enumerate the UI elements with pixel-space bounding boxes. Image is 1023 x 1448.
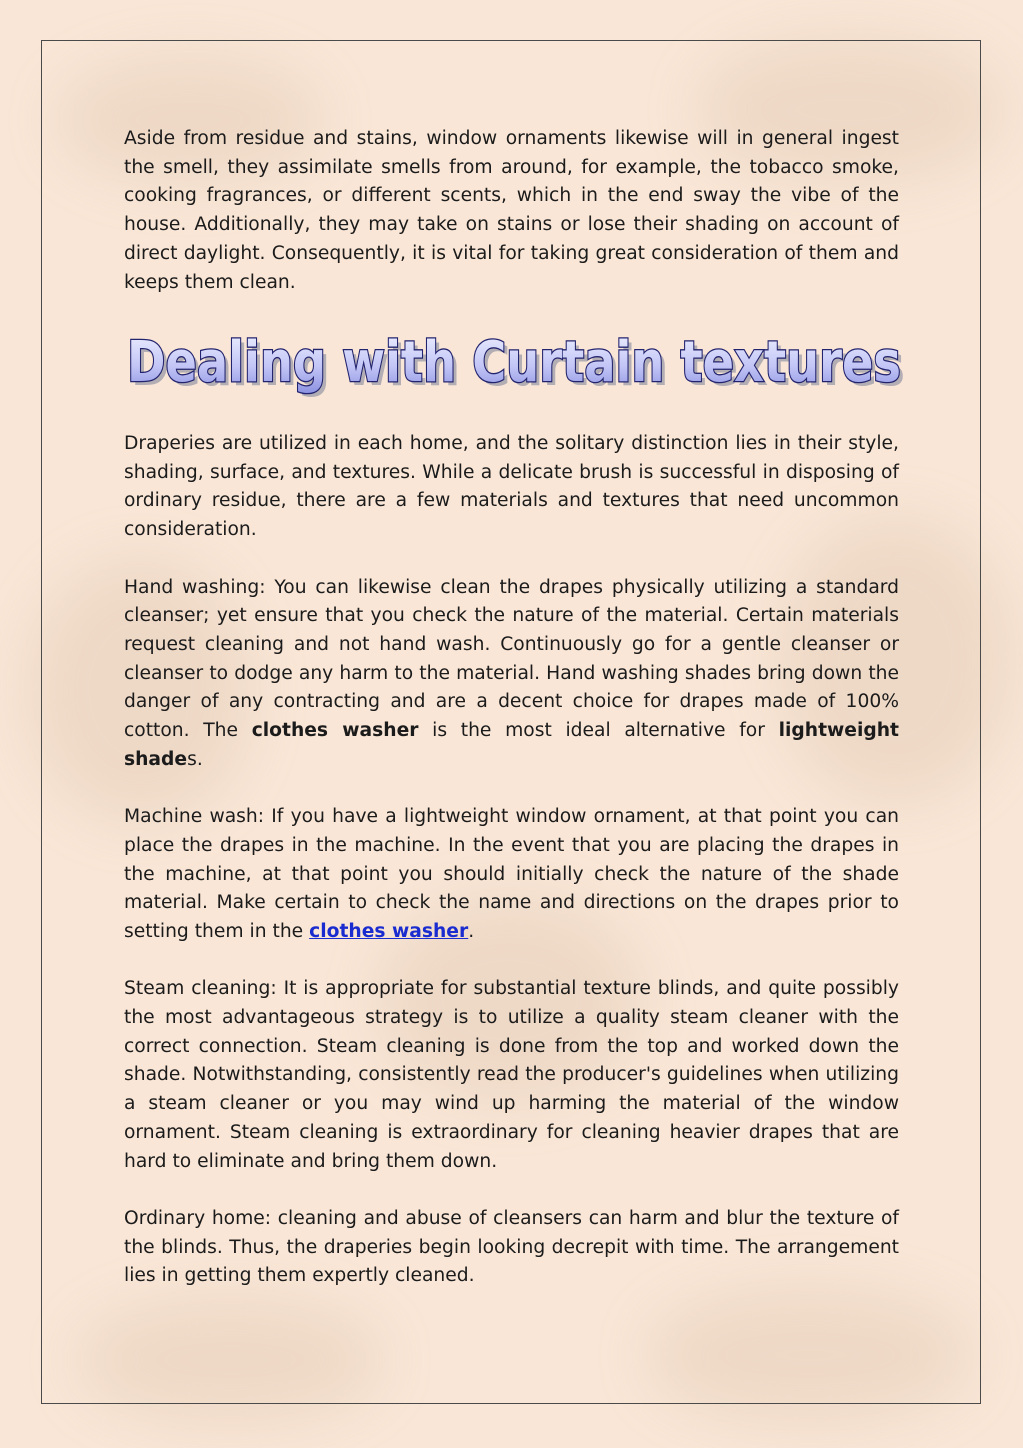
clothes-washer-bold: clothes washer	[251, 720, 419, 742]
hand-washing-middle: is the most ideal alternative for	[432, 720, 765, 742]
machine-wash-paragraph	[124, 803, 899, 947]
heading-text: Dealing with Curtain textures	[127, 330, 901, 395]
machine-wash-text: Machine wash: If you have a lightweight window ornament, at that point you can place the drapes in the machine. In the event that you are placing the drapes in the machine, at that point you should initially check the nature of the shade material. Make certain to check the name and directions on the drapes prior to setting them in the	[124, 806, 899, 942]
hand-washing-text: Hand washing: You can likewise clean the drapes physically utilizing a standard cleanser; yet ensure that you check the nature of the material. Certain materials request cleaning and not hand wash. Continuously go for a gentle cleanser or cleanser to dodge any harm to the material. Hand washing shades bring down the danger of any contracting and are a decent choice for drapes made of 100% cotton. The	[124, 576, 899, 742]
hand-washing-end: s.	[187, 748, 203, 770]
intro-paragraph: Aside from residue and stains, window ornaments likewise will in general ingest the smell, they assimilate smells from around, for example, the tobacco smoke, cooking fragrances, or different scents, which in the end sway the vibe of the house. Additionally, they may take on stains or lose their shading on account of direct daylight. Consequently, it is vital for taking great consideration of them and keeps them clean.	[124, 128, 899, 293]
main-body	[124, 430, 899, 1291]
draperies-paragraph: Draperies are utilized in each home, and the solitary distinction lies in their style, shading, surface, and textures. While a delicate brush is successful in disposing of ordinary residue, there are a few materials and textures that need uncommon consideration.	[124, 433, 899, 541]
hand-washing-paragraph	[124, 574, 899, 775]
machine-wash-end: .	[468, 920, 475, 942]
section-heading	[120, 318, 910, 400]
intro-section	[124, 125, 899, 297]
steam-cleaning-paragraph: Steam cleaning: It is appropriate for substantial texture blinds, and quite possibly the most advantageous strategy is to utilize a quality steam cleaner with the correct connection. Steam cleaning is done from the top and worked down the shade. Notwithstanding, consistently read the producer's guidelines when utilizing a steam cleaner or you may wind up harming the material of the window ornament. Steam cleaning is extraordinary for cleaning heavier drapes that are hard to eliminate and bring them down.	[124, 978, 899, 1172]
heading-shadow: Dealing with Curtain textures	[131, 334, 905, 399]
clothes-washer-link[interactable]: clothes washer	[309, 920, 469, 942]
ordinary-home-paragraph: Ordinary home: cleaning and abuse of cleansers can harm and blur the texture of the blinds. Thus, the draperies begin looking decrepit with time. The arrangement lies in getting them expertly cleaned.	[124, 1207, 899, 1287]
lightweight-shade-bold: lightweight shade	[124, 720, 899, 770]
